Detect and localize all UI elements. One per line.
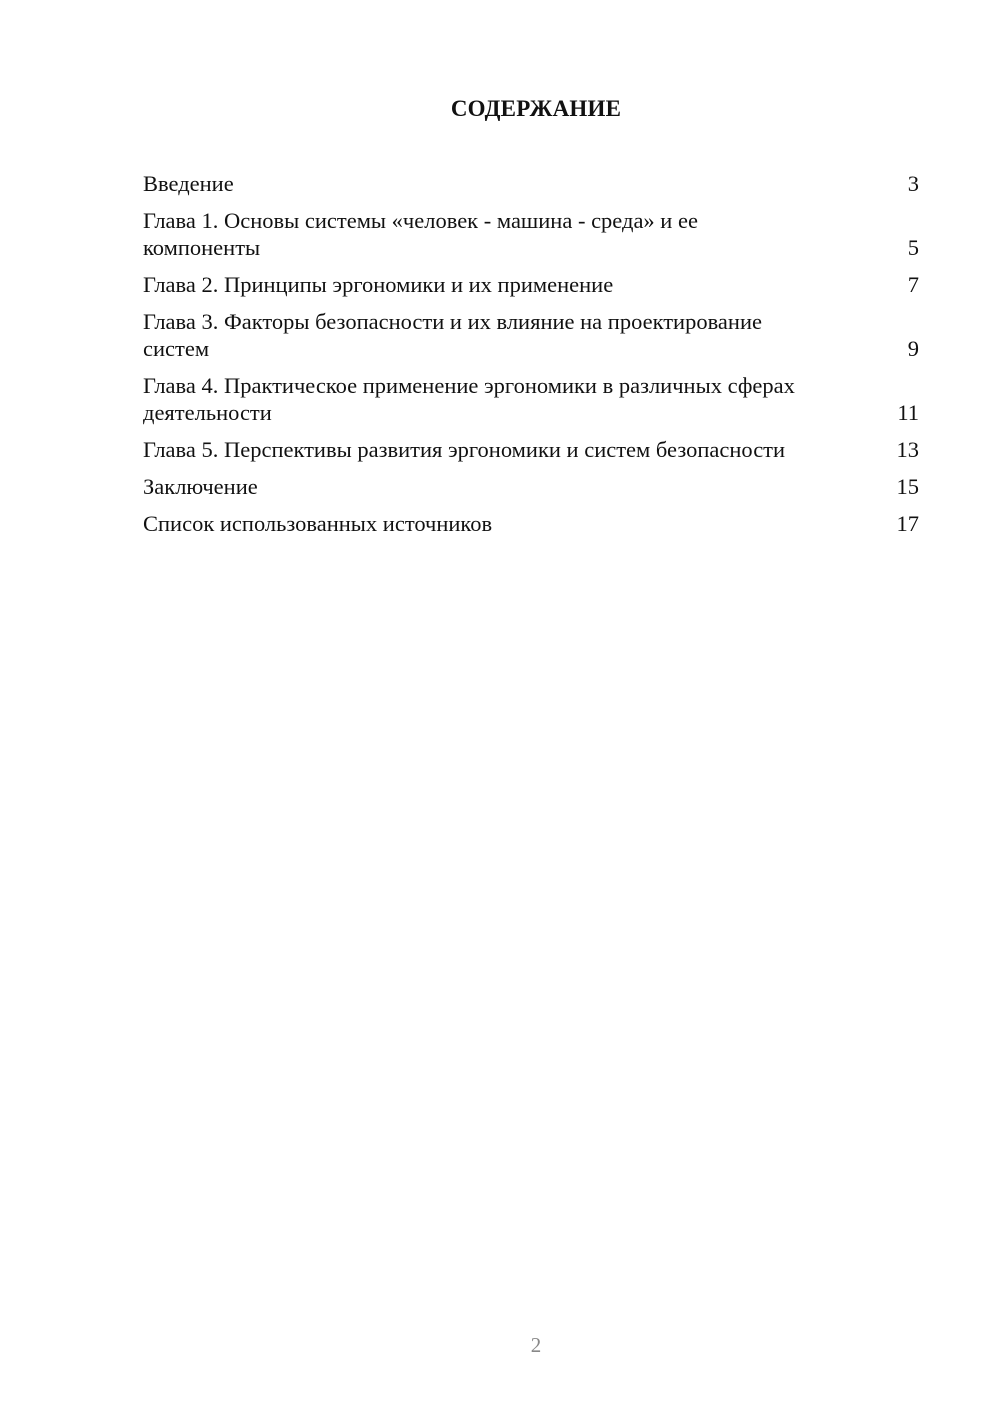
- toc-entry-chapter-4[interactable]: [143, 372, 919, 426]
- toc-entry-conclusion[interactable]: [143, 473, 919, 500]
- table-of-contents: [143, 170, 919, 547]
- toc-entry-page: 3: [907, 171, 919, 196]
- toc-entry-chapter-1[interactable]: [143, 207, 919, 261]
- toc-entry-page: 11: [897, 400, 919, 425]
- toc-entry-label: Список использованных источников: [143, 511, 493, 536]
- page-number: 2: [530, 1333, 542, 1357]
- toc-entry-page: 17: [896, 511, 919, 536]
- toc-entry-label: Глава 1. Основы системы «человек - машина - среда» и ее компоненты: [143, 208, 698, 260]
- toc-entry-page: 5: [907, 235, 919, 260]
- toc-entry-label: Глава 5. Перспективы развития эргономики и систем безопасности: [143, 437, 786, 462]
- toc-entry-page: 15: [896, 474, 919, 499]
- toc-entry-label: Заключение: [143, 474, 258, 499]
- toc-entry-label: Введение: [143, 171, 234, 196]
- toc-entry-page: 9: [907, 336, 919, 361]
- toc-entry-page: 7: [907, 272, 919, 297]
- toc-entry-chapter-5[interactable]: [143, 436, 919, 463]
- page-title: СОДЕРЖАНИЕ: [450, 96, 622, 121]
- toc-entry-page: 13: [896, 437, 919, 462]
- toc-entry-label: Глава 3. Факторы безопасности и их влияние на проектирование систем: [143, 309, 762, 361]
- toc-entry-label: Глава 4. Практическое применение эргономики в различных сферах деятельности: [143, 373, 795, 425]
- toc-entry-label: Глава 2. Принципы эргономики и их применение: [143, 272, 614, 297]
- toc-entry-references[interactable]: [143, 510, 919, 537]
- toc-entry-chapter-3[interactable]: [143, 308, 919, 362]
- toc-entry-introduction[interactable]: [143, 170, 919, 197]
- toc-entry-chapter-2[interactable]: [143, 271, 919, 298]
